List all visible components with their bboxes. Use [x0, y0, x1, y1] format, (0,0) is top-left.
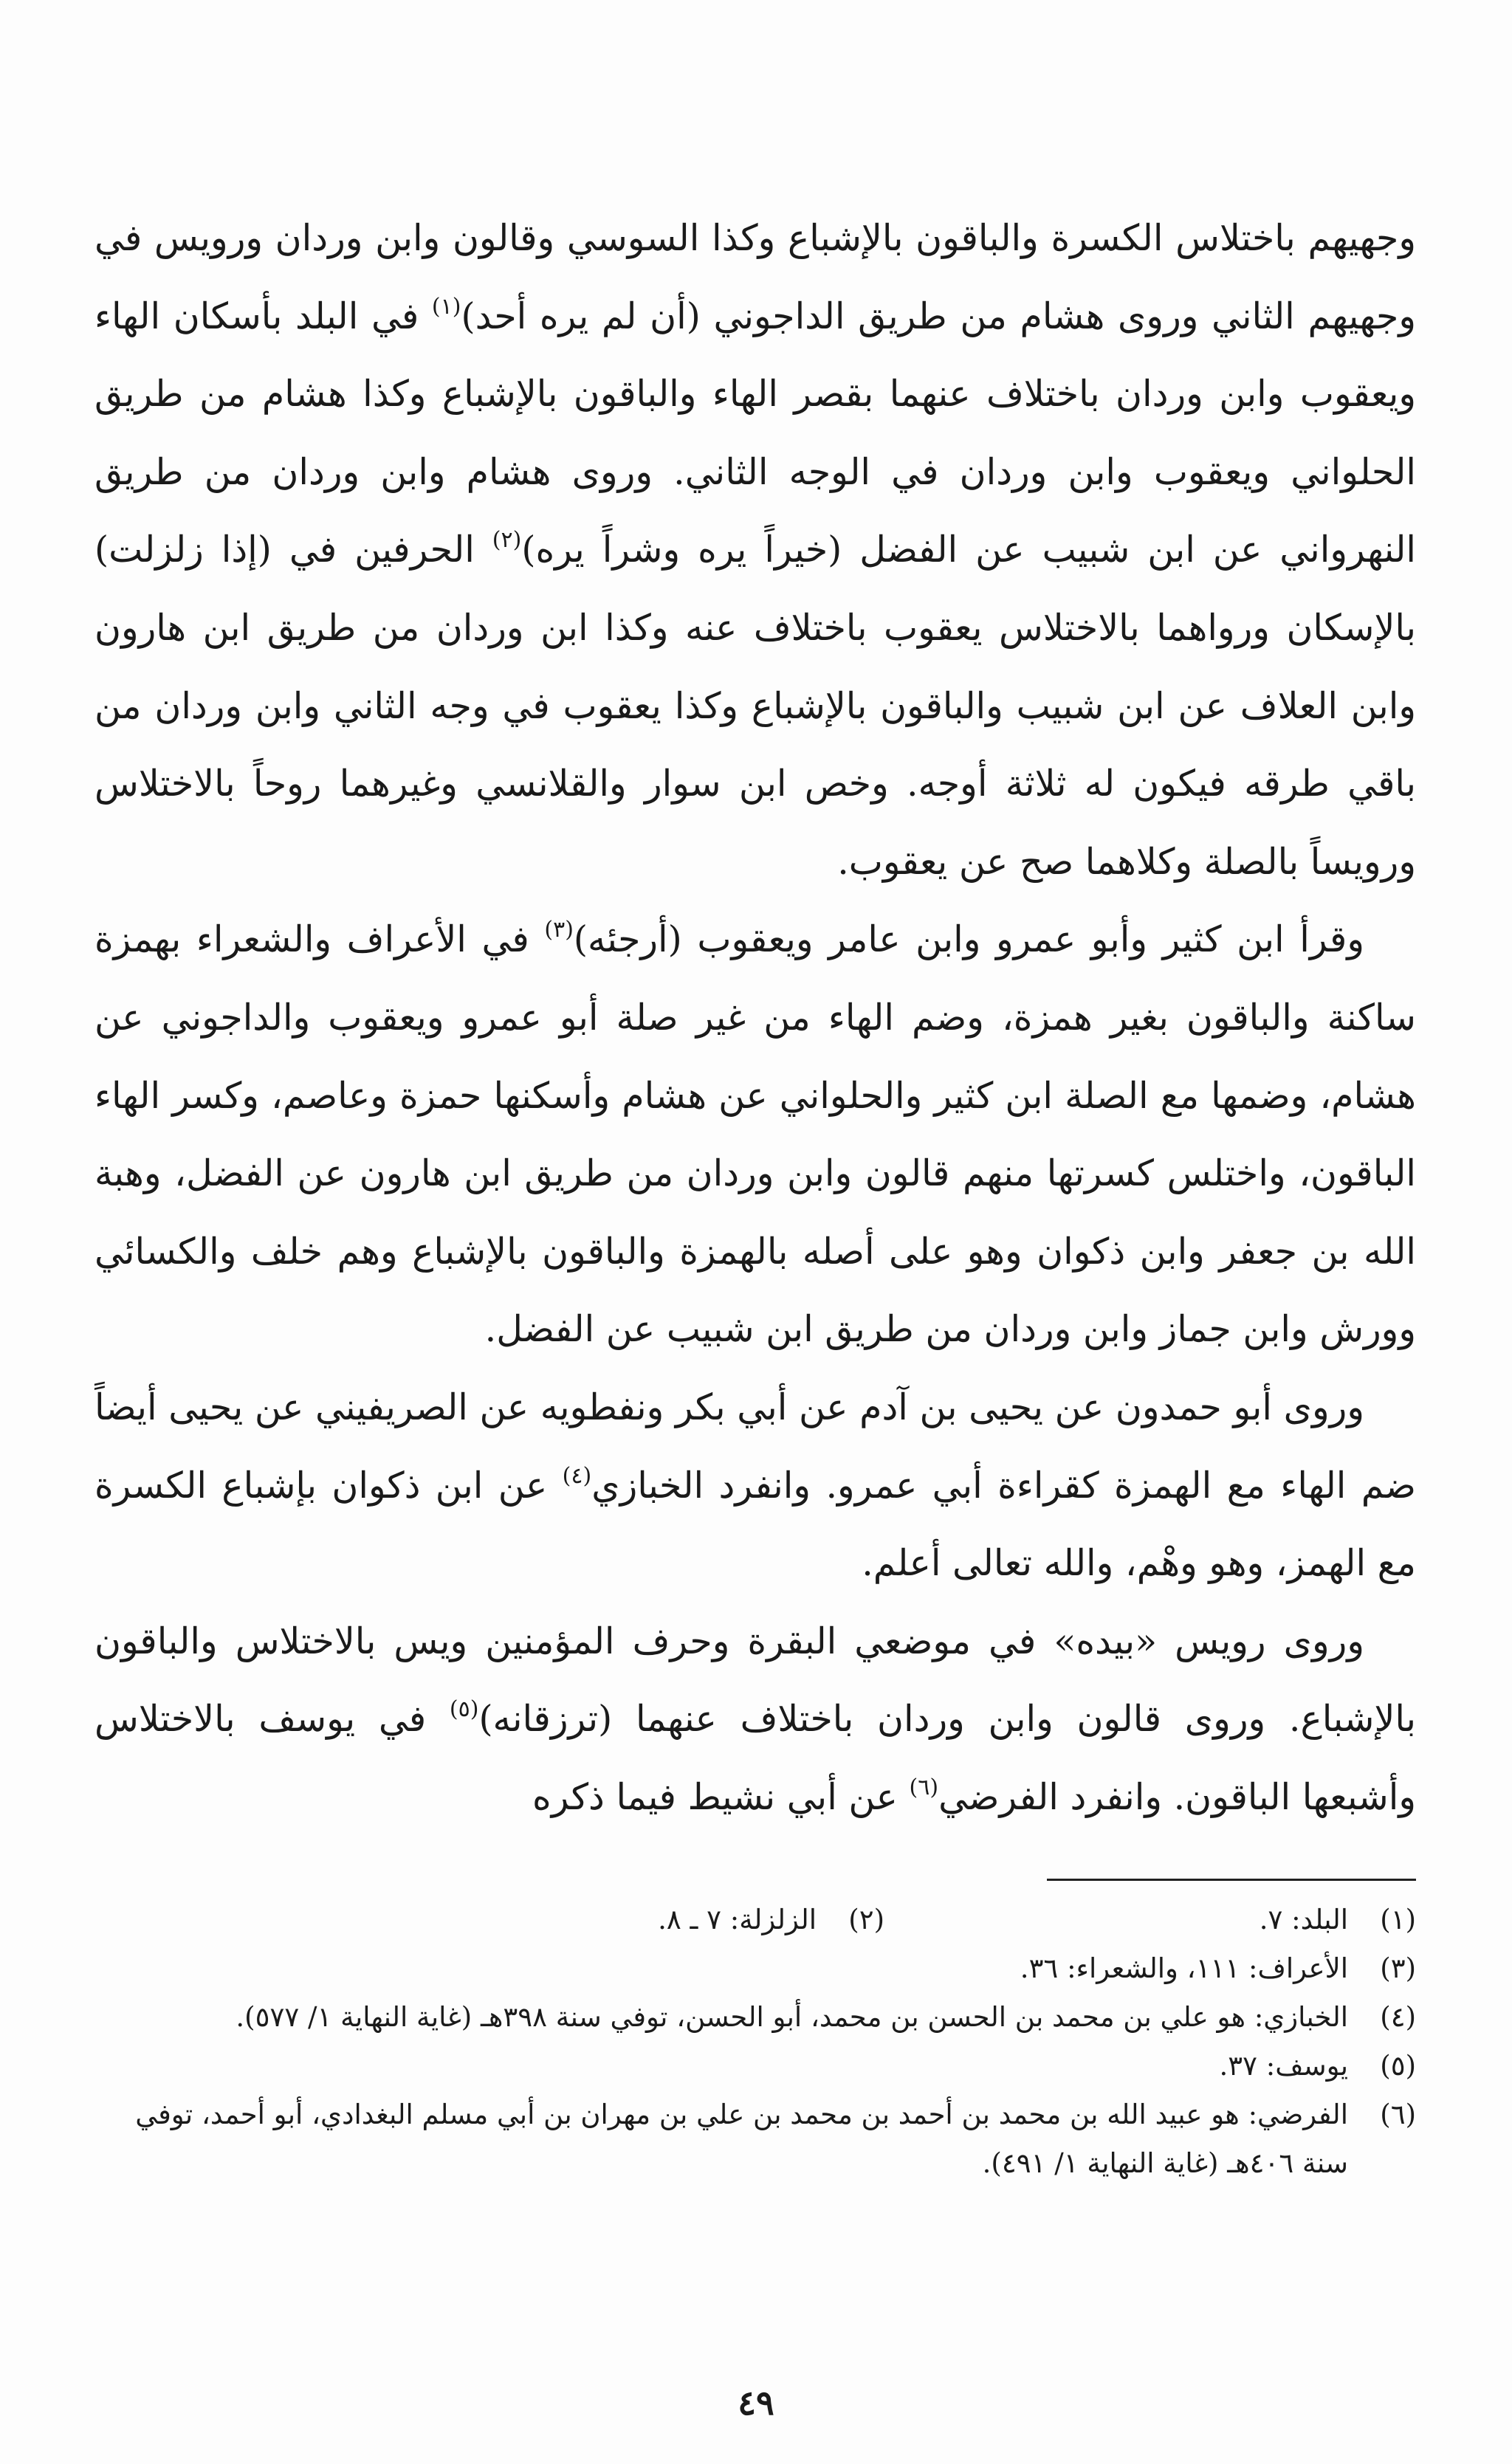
footnote-text: الخبازي: هو علي بن محمد بن الحسن بن محمد، أبو الحسن، توفي سنة ٣٩٨هـ (غاية النهاية ١/ ٥٧٧).	[236, 2001, 1348, 2033]
text-run: وقرأ ابن كثير وأبو عمرو وابن عامر ويعقوب (أرجئه)	[573, 918, 1364, 961]
footnote-number: (١)	[1380, 1904, 1416, 1935]
text-run: في البلد بأسكان الهاء ويعقوب وابن وردان باختلاف عنهما بقصر الهاء والباقون بالإشباع وكذا هشام من طريق الحلواني ويعقوب وابن وردان في الوجه الثاني. وروى هشام وابن وردان من طريق النهرواني عن ابن شبيب عن الفضل (خيراً يره وشراً يره)	[94, 295, 1416, 571]
text-run: في الأعراف والشعراء بهمزة ساكنة والباقون بغير همزة، وضم الهاء من غير صلة أبو عمرو ويعقوب والداجوني عن هشام، وضمها مع الصلة ابن كثير والحلواني عن هشام وأسكنها حمزة وعاصم، وكسر الهاء الباقون، واختلس كسرتها منهم قالون وابن وردان من طريق ابن هارون عن الفضل، وهبة الله بن جعفر وابن ذكوان وهو على أصله بالهمزة والباقون بالإشباع وهم خلف والكسائي وورش وابن جماز وابن وردان من طريق ابن شبيب عن الفضل.	[94, 918, 1416, 1351]
footnote-row	[94, 1896, 1416, 1944]
footnotes	[94, 1896, 1416, 2188]
footnote-ref: (١)	[431, 293, 461, 320]
footnote-text: البلد: ٧.	[1259, 1904, 1348, 1935]
footnote-text: الفرضي: هو عبيد الله بن محمد بن أحمد بن محمد بن علي بن مهران بن أبي مسلم البغدادي، أبو أحمد، توفي سنة ٤٠٦هـ (غاية النهاية ١/ ٤٩١).	[135, 2099, 1348, 2179]
footnote-ref: (٥)	[449, 1696, 479, 1723]
footnote-item	[353, 1896, 884, 1944]
paragraph-3	[94, 1369, 1416, 1603]
text-run: وروى أبو حمدون عن يحيى بن آدم عن أبي بكر ونفطويه عن الصريفيني عن يحيى أيضاً ضم الهاء مع الهمزة كقراءة أبي عمرو. وانفرد الخبازي	[94, 1386, 1416, 1507]
footnote-text: يوسف: ٣٧.	[1219, 2050, 1348, 2082]
footnote-divider	[1047, 1879, 1416, 1881]
page-number: ٤٩	[738, 2383, 774, 2423]
footnote-item	[94, 1944, 1416, 1993]
footnote-number: (٤)	[1380, 2001, 1416, 2033]
footnote-text: الزلزلة: ٧ ـ ٨.	[658, 1904, 817, 1935]
text-run: الحرفين في (إذا زلزلت) بالإسكان ورواهما بالاختلاس يعقوب باختلاف عنه وكذا ابن وردان من طريق ابن هارون وابن العلاف عن ابن شبيب والباقون بالإشباع وكذا يعقوب في وجه الثاني وابن وردان من باقي طرقه فيكون له ثلاثة أوجه. وخص ابن سوار والقلانسي وغيرهما روحاً بالاختلاس ورويساً بالصلة وكلاهما صح عن يعقوب.	[94, 529, 1416, 883]
text-run: وروى رويس «بيده» في موضعي البقرة وحرف المؤمنين ويس بالاختلاس والباقون بالإشباع. وروى قالون وابن وردان باختلاف عنهما (ترزقانه)	[94, 1620, 1416, 1741]
footnote-item	[94, 2042, 1416, 2090]
footnote-text: الأعراف: ١١١، والشعراء: ٣٦.	[1020, 1952, 1348, 1984]
footnote-item	[94, 2090, 1416, 2188]
footnote-number: (٣)	[1380, 1952, 1416, 1984]
footnote-ref: (٣)	[544, 917, 574, 943]
footnote-ref: (٢)	[492, 527, 522, 554]
footnote-number: (٦)	[1380, 2099, 1416, 2130]
paragraph-1	[94, 199, 1416, 901]
footnote-number: (٢)	[848, 1904, 884, 1935]
text-run: عن أبي نشيط فيما ذكره	[532, 1775, 910, 1818]
footnote-ref: (٤)	[562, 1462, 592, 1489]
paragraph-4	[94, 1603, 1416, 1837]
footnote-item	[884, 1896, 1416, 1944]
text-run: في يوسف بالاختلاس وأشبعها الباقون. وانفرد الفرضي	[94, 1698, 1416, 1818]
footnote-ref: (٦)	[909, 1774, 939, 1800]
text-run: عن ابن ذكوان بإشباع الكسرة مع الهمز، وهو وهْم، والله تعالى أعلم.	[94, 1464, 1416, 1585]
paragraph-2	[94, 901, 1416, 1369]
footnote-number: (٥)	[1380, 2050, 1416, 2082]
text-run: وجهيهم باختلاس الكسرة والباقون بالإشباع وكذا السوسي وقالون وابن وردان ورويس في وجهيهم الثاني وروى هشام من طريق الداجوني (أن لم يره أحد)	[94, 217, 1416, 337]
footnote-item	[94, 1993, 1416, 2042]
main-text	[94, 199, 1416, 1836]
